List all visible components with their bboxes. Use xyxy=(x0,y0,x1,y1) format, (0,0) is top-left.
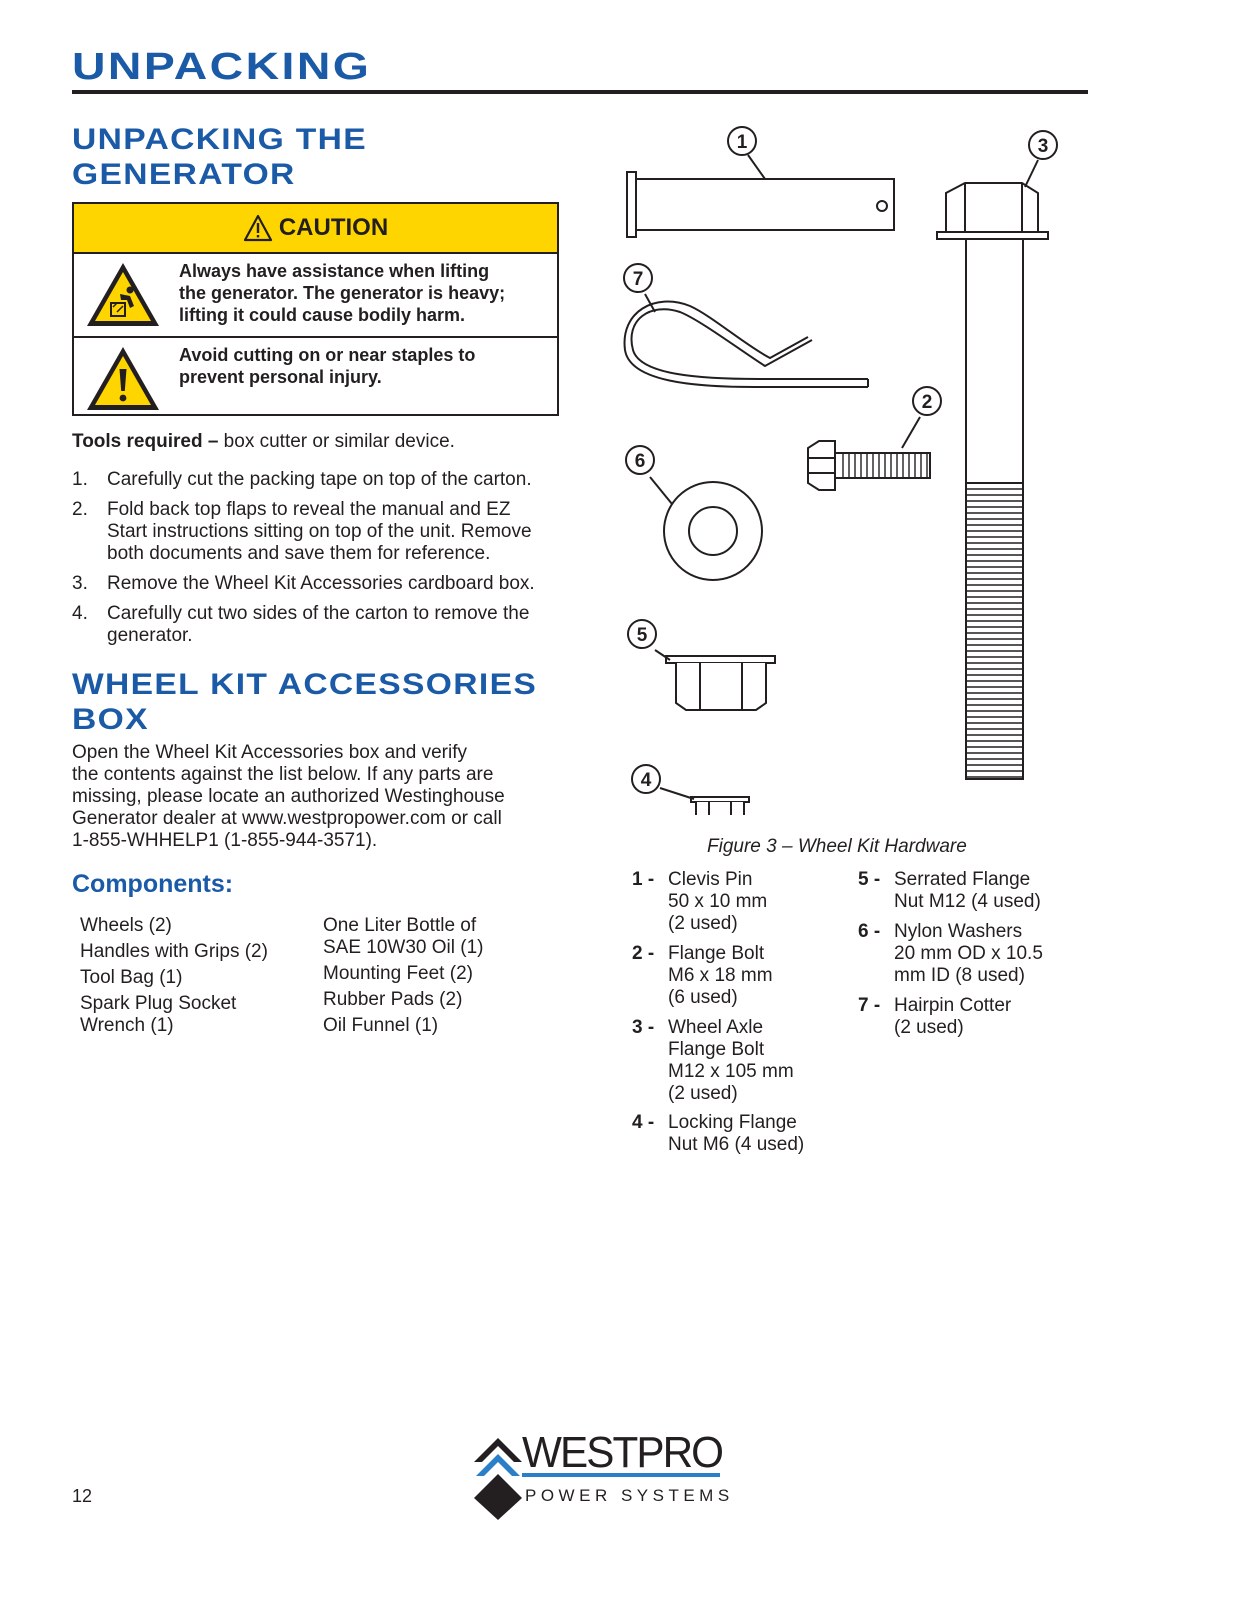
caution-text-lifting xyxy=(179,260,551,326)
caution-text-line: Always have assistance when lifting xyxy=(179,261,490,281)
callout-3 xyxy=(1029,131,1057,159)
step-text xyxy=(107,499,557,565)
part-number: 1 - xyxy=(632,869,655,890)
caution-warning-lifting xyxy=(74,254,557,336)
wheel-kit-intro xyxy=(72,742,552,852)
svg-text:1: 1 xyxy=(736,132,748,153)
part-line: Locking Flange xyxy=(668,1112,797,1133)
component-item-line: Spark Plug Socket xyxy=(80,993,237,1014)
intro-line: Open the Wheel Kit Accessories box and verify xyxy=(72,742,467,763)
callout-4 xyxy=(632,765,660,793)
section-title-line: GENERATOR xyxy=(72,158,296,191)
svg-text:4: 4 xyxy=(640,770,652,791)
component-item-line: One Liter Bottle of xyxy=(323,915,477,936)
step-1 xyxy=(72,469,557,491)
tools-required xyxy=(72,431,455,453)
logo-wordmark: WESTPRO xyxy=(522,1428,723,1477)
part-line: Hairpin Cotter xyxy=(894,995,1012,1016)
part-item-7 xyxy=(858,995,1011,1039)
svg-text:6: 6 xyxy=(634,451,646,472)
serrated-flange-nut-drawing xyxy=(666,656,775,710)
step-text-line: Remove the Wheel Kit Accessories cardboard box. xyxy=(107,573,535,594)
part-item-3 xyxy=(632,1017,794,1105)
intro-line: 1-855-WHHELP1 (1-855-944-3571). xyxy=(72,830,378,851)
part-number: 4 - xyxy=(632,1112,655,1133)
step-3 xyxy=(72,573,557,595)
component-item xyxy=(323,915,553,959)
part-line: Flange Bolt xyxy=(668,1039,765,1060)
part-description xyxy=(894,921,1043,987)
part-number: 3 - xyxy=(632,1017,655,1038)
step-text xyxy=(107,573,557,595)
step-text-line: Carefully cut two sides of the carton to remove the xyxy=(107,603,530,624)
component-item xyxy=(80,993,310,1037)
westpro-logo-icon xyxy=(470,1436,526,1522)
step-text-line: generator. xyxy=(107,625,193,646)
intro-line: the contents against the list below. If any parts are xyxy=(72,764,494,785)
callout-5 xyxy=(628,620,656,648)
nylon-washer-drawing xyxy=(664,482,762,580)
part-description xyxy=(668,1112,804,1156)
part-line: Nylon Washers xyxy=(894,921,1023,942)
part-line: M12 x 105 mm xyxy=(668,1061,794,1082)
exclamation-warning-icon xyxy=(84,344,162,414)
svg-text:7: 7 xyxy=(632,269,644,290)
section-title-line: UNPACKING THE xyxy=(72,123,367,156)
part-description xyxy=(894,995,1011,1039)
part-line: 50 x 10 mm xyxy=(668,891,768,912)
step-2 xyxy=(72,499,557,565)
step-number: 3. xyxy=(72,573,88,594)
page-number: 12 xyxy=(72,1486,93,1506)
wheel-kit-hardware-figure xyxy=(600,115,1080,815)
hairpin-cotter-drawing xyxy=(625,302,868,387)
components-list-col2 xyxy=(323,915,553,1041)
caution-header xyxy=(74,204,557,254)
callout-1 xyxy=(728,127,756,155)
part-item-5 xyxy=(858,869,1041,913)
tools-required-text: box cutter or similar device. xyxy=(218,431,455,452)
component-item-line: Wheels (2) xyxy=(80,915,172,936)
component-item-line: Mounting Feet (2) xyxy=(323,963,473,984)
step-4 xyxy=(72,603,557,647)
step-text-line: Carefully cut the packing tape on top of the carton. xyxy=(107,469,532,490)
part-line: Nut M6 (4 used) xyxy=(668,1134,805,1155)
figure-caption: Figure 3 – Wheel Kit Hardware xyxy=(707,836,967,857)
part-item-6 xyxy=(858,921,1043,987)
part-line: Nut M12 (4 used) xyxy=(894,891,1041,912)
caution-triangle-icon xyxy=(243,214,273,242)
step-text xyxy=(107,603,557,647)
locking-flange-nut-drawing xyxy=(691,797,749,815)
part-description xyxy=(668,943,773,1009)
logo-tagline: POWER SYSTEMS xyxy=(525,1486,734,1505)
caution-text-line: Avoid cutting on or near staples to xyxy=(179,345,476,365)
components-list-col1 xyxy=(80,915,310,1041)
component-item xyxy=(80,941,310,963)
part-line: (2 used) xyxy=(668,1083,738,1104)
component-item xyxy=(80,915,310,937)
part-description xyxy=(668,869,767,935)
heavy-lift-warning-icon xyxy=(84,260,162,330)
page-title: UNPACKING xyxy=(72,46,372,88)
component-item-line: Handles with Grips (2) xyxy=(80,941,268,962)
flange-bolt-drawing xyxy=(808,441,930,490)
caution-warning-staples xyxy=(74,336,557,420)
svg-text:2: 2 xyxy=(921,392,933,413)
component-item-line: Rubber Pads (2) xyxy=(323,989,463,1010)
part-line: M6 x 18 mm xyxy=(668,965,773,986)
part-number: 5 - xyxy=(858,869,881,890)
part-line: Serrated Flange xyxy=(894,869,1031,890)
step-number: 4. xyxy=(72,603,88,624)
part-line: Wheel Axle xyxy=(668,1017,764,1038)
part-line: (2 used) xyxy=(668,913,738,934)
section-title-line: BOX xyxy=(72,703,149,736)
callout-7 xyxy=(624,264,652,292)
components-title: Components: xyxy=(72,870,234,898)
caution-text-staples xyxy=(179,344,551,388)
part-line: Flange Bolt xyxy=(668,943,765,964)
caution-label: CAUTION xyxy=(278,214,389,241)
section-title-wheel-kit xyxy=(72,667,537,737)
part-description xyxy=(894,869,1041,913)
part-item-4 xyxy=(632,1112,804,1156)
part-number: 7 - xyxy=(858,995,881,1016)
component-item-line: Wrench (1) xyxy=(80,1015,174,1036)
section-title-line: WHEEL KIT ACCESSORIES xyxy=(72,668,538,701)
part-line: (6 used) xyxy=(668,987,738,1008)
part-line: Clevis Pin xyxy=(668,869,753,890)
caution-text-line: prevent personal injury. xyxy=(179,367,382,387)
part-line: mm ID (8 used) xyxy=(894,965,1025,986)
part-number: 2 - xyxy=(632,943,655,964)
component-item xyxy=(323,1015,553,1037)
part-item-1 xyxy=(632,869,767,935)
intro-line: missing, please locate an authorized Westinghouse xyxy=(72,786,505,807)
part-number: 6 - xyxy=(858,921,881,942)
step-number: 2. xyxy=(72,499,88,520)
caution-box xyxy=(72,202,559,416)
component-item-line: SAE 10W30 Oil (1) xyxy=(323,937,484,958)
step-text-line: Start instructions sitting on top of the unit. Remove xyxy=(107,521,532,542)
svg-text:3: 3 xyxy=(1037,136,1049,157)
header-rule xyxy=(72,90,1088,94)
step-text-line: both documents and save them for reference. xyxy=(107,543,491,564)
component-item-line: Tool Bag (1) xyxy=(80,967,183,988)
intro-line: Generator dealer at www.westpropower.com or call xyxy=(72,808,502,829)
clevis-pin-drawing xyxy=(627,172,894,237)
component-item xyxy=(323,963,553,985)
component-item xyxy=(323,989,553,1011)
caution-text-line: the generator. The generator is heavy; xyxy=(179,283,506,303)
step-text-line: Fold back top flaps to reveal the manual and EZ xyxy=(107,499,511,520)
step-number: 1. xyxy=(72,469,88,490)
part-item-2 xyxy=(632,943,773,1009)
wheel-axle-bolt-drawing xyxy=(937,183,1048,779)
tools-required-label: Tools required – xyxy=(72,431,219,452)
callout-2 xyxy=(913,387,941,415)
caution-text-line: lifting it could cause bodily harm. xyxy=(179,305,466,325)
part-line: 20 mm OD x 10.5 xyxy=(894,943,1043,964)
part-description xyxy=(668,1017,794,1105)
callout-6 xyxy=(626,446,654,474)
step-text xyxy=(107,469,557,491)
component-item-line: Oil Funnel (1) xyxy=(323,1015,439,1036)
part-line: (2 used) xyxy=(894,1017,964,1038)
svg-text:5: 5 xyxy=(636,625,648,646)
component-item xyxy=(80,967,310,989)
section-title-unpacking-generator xyxy=(72,122,367,192)
